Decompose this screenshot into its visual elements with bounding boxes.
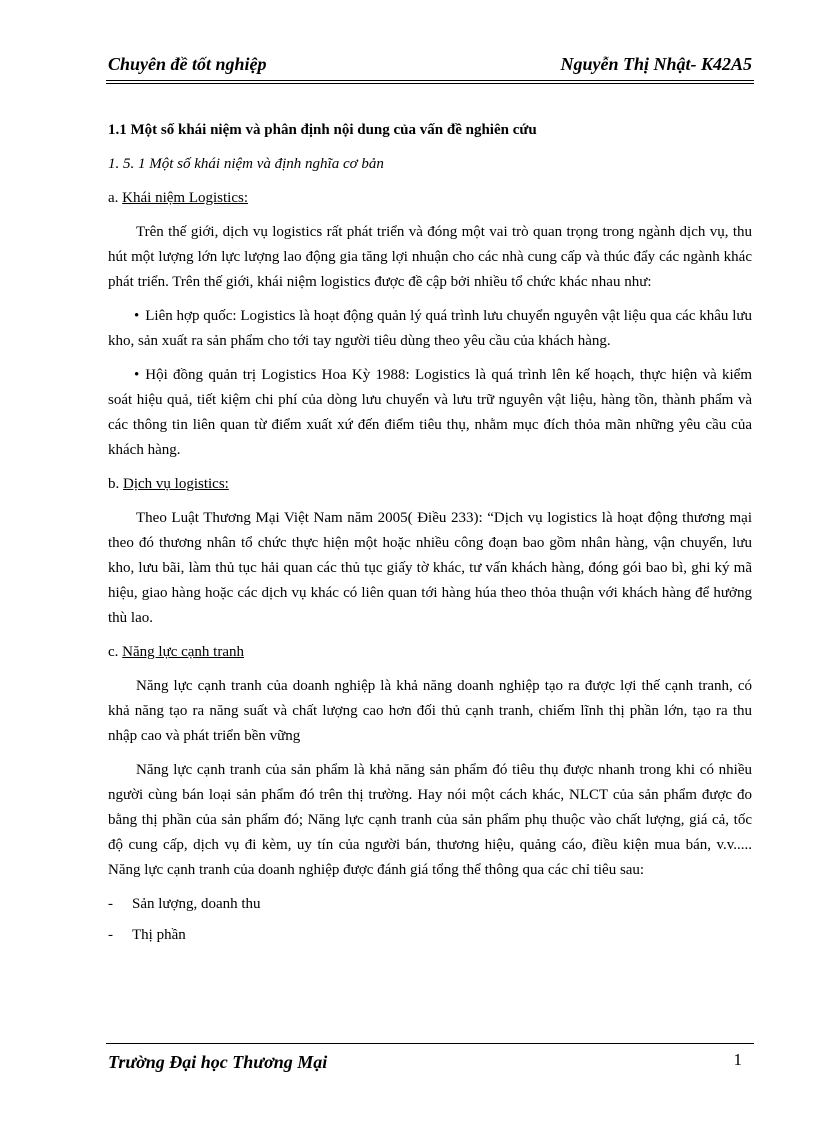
item-b-heading xyxy=(108,472,752,497)
page-footer xyxy=(106,1048,754,1078)
item-a-label: Khái niệm Logistics: xyxy=(122,190,248,206)
document-body xyxy=(108,118,752,954)
paragraph-competitiveness-product: Năng lực cạnh tranh của sản phẩm là khả năng sản phẩm đó tiêu thụ được nhanh trong khi có nhiều người cùng bán loại sản phẩm đó trên thị trường. Hay nói một cách khác, NLCT của sản phẩm được đo bằng thị phần của sản phẩm đó; Năng lực cạnh tranh của sản phẩm phụ thuộc vào chất lượng, giá cả, tốc độ cung cấp, dịch vụ đi kèm, uy tín của người bán, thương hiệu, quảng cáo, điều kiện mua bán, v.v..... Năng lực cạnh tranh của doanh nghiệp được đánh giá tổng thể thông qua các chỉ tiêu sau: xyxy=(108,762,752,878)
item-b-label: Dịch vụ logistics: xyxy=(123,476,229,492)
header-author: Nguyễn Thị Nhật- K42A5 xyxy=(560,54,752,74)
paragraph-competitiveness-enterprise: Năng lực cạnh tranh của doanh nghiệp là khả năng doanh nghiệp tạo ra được lợi thế cạnh tranh, có khả năng tạo ra năng suất và chất lượng cao hơn đối thủ cạnh tranh, chiếm lĩnh thị phần lớn, tạo ra thu nhập cao và phát triển bền vững xyxy=(108,678,752,744)
list-item-text: Sản lượng, doanh thu xyxy=(132,896,261,912)
bullet-text: Hội đồng quản trị Logistics Hoa Kỳ 1988: Logistics là quá trình lên kế hoạch, thực hiện và kiểm soát hiệu quả, tiết kiệm chi phí của dòng lưu chuyển và lưu trữ nguyên vật liệu, hàng tồn, thành phẩm và các thông tin liên quan từ điểm xuất xứ đến điểm tiêu thụ, nhằm mục đích thỏa mãn những yêu cầu của khách hàng. xyxy=(108,367,752,458)
header-rule-double xyxy=(106,83,754,84)
bullet-icon: • xyxy=(134,367,140,383)
paragraph-logistics-service: Theo Luật Thương Mại Việt Nam năm 2005( Điều 233): “Dịch vụ logistics là hoạt động thương mại theo đó thương nhân tổ chức thực hiện một hoặc nhiều công đoạn bao gồm nhân hàng, vận chuyển, lưu kho, lưu bãi, làm thủ tục hải quan các thủ tục giấy tờ khác, tư vấn khách hàng, đóng gói bao bì, ghi ký mã hiệu, giao hàng hoặc các dịch vụ khác có liên quan tới hàng húa theo thỏa thuận với khách hàng để hưởng thù lao. xyxy=(108,510,752,626)
item-a-prefix: a. xyxy=(108,190,123,206)
paragraph-logistics: Trên thế giới, dịch vụ logistics rất phát triển và đóng một vai trò quan trọng trong ngành dịch vụ, thu hút một lượng lớn lực lượng lao động gia tăng lợi nhuận cho các nhà cung cấp và thúc đẩy các ngành khác phát triển. Trên thế giới, khái niệm logistics được đề cập bởi nhiều tổ chức khác nhau như: xyxy=(108,224,752,290)
footer-rule xyxy=(106,1043,754,1044)
section-heading: 1.1 Một số khái niệm và phân định nội dung của vấn đề nghiên cứu xyxy=(108,122,537,138)
bullet-text: Liên hợp quốc: Logistics là hoạt động quản lý quá trình lưu chuyển nguyên vật liệu qua các khâu lưu kho, sản xuất ra sản phẩm cho tới tay người tiêu dùng theo yêu cầu của khách hàng. xyxy=(108,308,752,349)
item-c-heading xyxy=(108,640,752,665)
list-item xyxy=(108,923,752,948)
header-title: Chuyên đề tốt nghiệp xyxy=(108,54,267,74)
list-item-text: Thị phần xyxy=(132,927,186,943)
item-c-label: Năng lực cạnh tranh xyxy=(122,644,245,660)
page-number: 1 xyxy=(733,1050,742,1069)
dash-icon: - xyxy=(108,927,113,943)
item-a-heading xyxy=(108,186,752,211)
item-b-prefix: b. xyxy=(108,476,123,492)
subsection-heading: 1. 5. 1 Một số khái niệm và định nghĩa cơ bản xyxy=(108,156,384,172)
dash-icon: - xyxy=(108,896,113,912)
bullet-item xyxy=(108,304,752,354)
page-header xyxy=(106,50,754,76)
item-c-prefix: c. xyxy=(108,644,123,660)
bullet-icon: • xyxy=(134,308,140,324)
footer-school: Trường Đại học Thương Mại xyxy=(108,1052,328,1072)
list-item xyxy=(108,892,752,917)
bullet-item xyxy=(108,363,752,463)
header-rule xyxy=(106,80,754,81)
